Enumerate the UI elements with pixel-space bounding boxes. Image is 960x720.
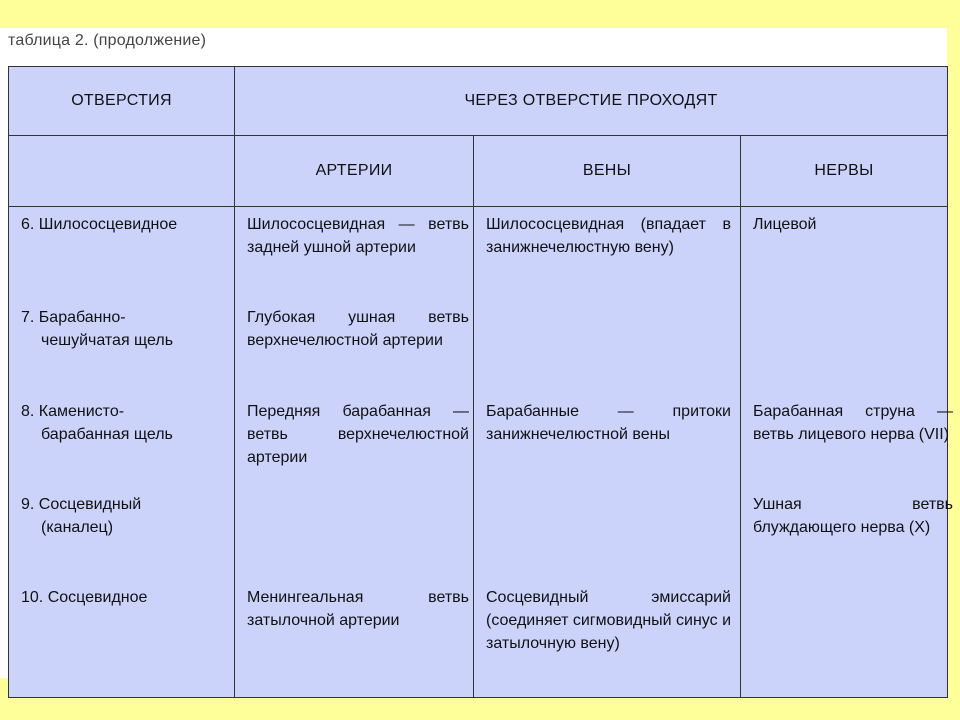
arteries-column — [235, 207, 474, 698]
opening-8-line1: 8. Каменисто- — [21, 403, 125, 420]
slide-sheet — [0, 28, 953, 678]
opening-9-line2: (каналец) — [41, 519, 114, 536]
opening-6 — [21, 213, 231, 236]
header-nerves: НЕРВЫ — [741, 136, 948, 207]
opening-7 — [21, 306, 231, 352]
header-passing: ЧЕРЕЗ ОТВЕРСТИЕ ПРОХОДЯТ — [235, 67, 948, 136]
artery-7: Глубокая ушная ветвь верхнечелюстной артерии — [247, 309, 469, 349]
opening-9 — [21, 493, 231, 539]
artery-10: Менингеальная ветвь затылочной артерии — [247, 589, 469, 629]
table-caption: таблица 2. (продолжение) — [8, 32, 207, 49]
opening-9-line1: 9. Сосцевидный — [21, 496, 142, 513]
header-openings: ОТВЕРСТИЯ — [9, 67, 235, 136]
opening-6-label: 6. Шилососцевидное — [21, 216, 178, 233]
nerve-8: Барабанная струна — ветвь лицевого нерва (VII) — [753, 403, 953, 443]
opening-7-line2: чешуйчатая щель — [41, 332, 174, 349]
header-veins: ВЕНЫ — [474, 136, 741, 207]
opening-7-line1: 7. Барабанно- — [21, 309, 126, 326]
nerves-column — [741, 207, 953, 698]
header-arteries: АРТЕРИИ — [235, 136, 474, 207]
foramen-table — [8, 66, 953, 698]
vein-8: Барабанные — притоки занижнечелюстной вены — [486, 403, 731, 443]
openings-column — [9, 207, 235, 698]
header-empty — [9, 136, 235, 207]
vein-6: Шилососцевидная (впадает в занижнечелюстную вену) — [486, 216, 731, 256]
opening-10 — [21, 586, 231, 609]
opening-10-label: 10. Сосцевидное — [21, 589, 148, 606]
vein-10: Сосцевидный эмиссарий (соединяет сигмовидный синус и затылочную вену) — [486, 589, 732, 652]
artery-8: Передняя барабанная — ветвь верхнечелюстной артерии — [247, 403, 469, 466]
nerve-9: Ушная ветвь блуждающего нерва (X) — [753, 496, 953, 536]
opening-8-line2: барабанная щель — [41, 426, 173, 443]
opening-8 — [21, 400, 231, 446]
veins-column — [474, 207, 741, 698]
artery-6: Шилососцевидная — ветвь задней ушной артерии — [247, 216, 469, 256]
nerve-6: Лицевой — [753, 216, 817, 233]
